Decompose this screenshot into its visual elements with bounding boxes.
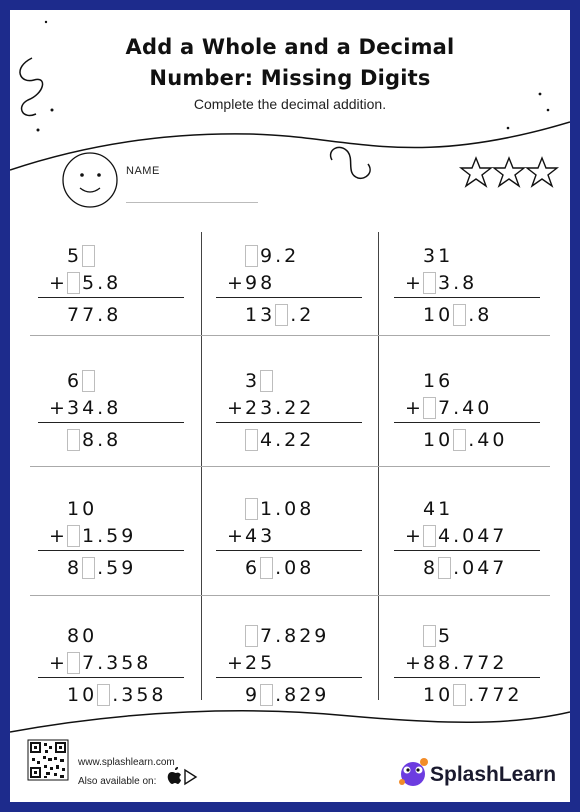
digits: 5 [438,625,454,647]
first-addend [423,367,453,395]
sum [423,426,507,454]
splashlearn-logo-icon [399,758,428,786]
missing-digit-box[interactable] [82,245,95,267]
missing-digit-box[interactable] [453,684,466,706]
apple-icon [168,767,181,784]
addition-problem [394,367,570,457]
sum [67,681,167,709]
digits: .08 [275,557,315,579]
swirl-decoration [331,147,371,178]
missing-digit-box[interactable] [423,525,436,547]
digits: .829 [275,684,330,706]
brand-name: SplashLearn [430,763,557,786]
addition-problem [38,242,214,332]
addition-problem [216,367,392,457]
sum-line [394,422,540,423]
missing-digit-box[interactable] [97,684,110,706]
digits: 5.8 [82,272,122,294]
plus-sign: + [405,397,421,419]
grid-divider-horizontal [30,466,550,467]
plus-sign: + [227,272,243,294]
missing-digit-box[interactable] [438,557,451,579]
second-addend [227,649,275,677]
sum-line [38,677,184,678]
plus-sign: + [405,652,421,674]
plus-sign: + [227,397,243,419]
grid-divider-horizontal [30,335,550,336]
plus-sign: + [227,652,243,674]
sum [245,554,314,582]
sum-line [216,297,362,298]
digits: .047 [453,557,508,579]
missing-digit-box[interactable] [260,684,273,706]
sum [245,301,314,329]
first-addend [423,242,453,270]
digits: 77.8 [67,304,122,326]
sum-line [38,297,184,298]
digits: 13 [245,304,276,326]
addition-problem [38,622,214,712]
plus-sign: + [227,525,243,547]
addition-problem [216,242,392,332]
first-addend [423,622,453,650]
digits: 98 [245,272,276,294]
grid-divider-horizontal [30,595,550,596]
first-addend [67,622,97,650]
second-addend [227,522,275,550]
footer-available-on: Also available on: [78,776,157,787]
page-title-line2: Number: Missing Digits [149,66,431,90]
missing-digit-box[interactable] [67,272,80,294]
missing-digit-box[interactable] [453,429,466,451]
missing-digit-box[interactable] [423,625,436,647]
digits: 4.047 [438,525,508,547]
digits: 10 [423,684,454,706]
footer-wave [10,711,570,732]
sum [423,301,492,329]
first-addend [67,495,97,523]
missing-digit-box[interactable] [245,498,258,520]
digits: .772 [468,684,523,706]
missing-digit-box[interactable] [82,370,95,392]
addition-problem [394,495,570,585]
second-addend [405,269,477,297]
digits: 80 [67,625,98,647]
second-addend [49,522,136,550]
digits: 23.22 [245,397,315,419]
digits: .40 [468,429,508,451]
second-addend [405,522,507,550]
missing-digit-box[interactable] [82,557,95,579]
plus-sign: + [49,272,65,294]
plus-sign: + [49,525,65,547]
sum-line [394,297,540,298]
digits: .59 [97,557,137,579]
name-label: NAME [126,165,160,177]
sum [245,681,329,709]
first-addend [245,495,314,523]
missing-digit-box[interactable] [453,304,466,326]
digits: 8.8 [82,429,122,451]
digits: 31 [423,245,454,267]
page-subtitle: Complete the decimal addition. [193,96,387,112]
digits: 6 [67,370,83,392]
missing-digit-box[interactable] [245,625,258,647]
digits: 25 [245,652,276,674]
addition-problem [394,622,570,712]
digits: 10 [423,429,454,451]
digits: 3 [245,370,261,392]
digits: 10 [67,684,98,706]
missing-digit-box[interactable] [245,245,258,267]
second-addend [49,649,151,677]
name-field[interactable] [126,202,258,203]
digits: 4.22 [260,429,315,451]
addition-problem [216,622,392,712]
sum-line [38,550,184,551]
smiley-face-icon [63,153,117,207]
play-store-icon [185,770,196,784]
digits: 6 [245,557,261,579]
digits: .8 [468,304,493,326]
second-addend [49,269,121,297]
star-dot [539,93,542,96]
star-dot [45,21,47,23]
first-addend [67,367,97,395]
digits: 43 [245,525,276,547]
sum-line [38,422,184,423]
page-title-line1: Add a Whole and a Decimal [125,35,455,59]
addition-problem [216,495,392,585]
digits: 41 [423,498,454,520]
digits: 34.8 [67,397,122,419]
addition-problem [394,242,570,332]
second-addend [49,394,121,422]
digits: 9.2 [260,245,300,267]
second-addend [227,269,275,297]
missing-digit-box[interactable] [423,397,436,419]
digits: 8 [67,557,83,579]
missing-digit-box[interactable] [275,304,288,326]
digits: 10 [67,498,98,520]
addition-problem [38,495,214,585]
sum-line [394,550,540,551]
digits: .2 [290,304,315,326]
first-addend [245,367,275,395]
plus-sign: + [405,525,421,547]
second-addend [405,649,507,677]
digits: .358 [112,684,167,706]
digits: 7.40 [438,397,493,419]
sum [423,681,523,709]
star-dot [37,129,40,132]
footer-website: www.splashlearn.com [78,757,175,768]
missing-digit-box[interactable] [67,429,80,451]
second-addend [405,394,492,422]
digits: 3.8 [438,272,478,294]
star-dot [507,127,510,130]
digits: 16 [423,370,454,392]
addition-problem [38,367,214,457]
digits: 1.08 [260,498,315,520]
digits: 88.772 [423,652,508,674]
digits: 5 [67,245,83,267]
missing-digit-box[interactable] [423,272,436,294]
second-addend [227,394,314,422]
plus-sign: + [49,397,65,419]
plus-sign: + [49,652,65,674]
digits: 7.358 [82,652,152,674]
sum [245,426,314,454]
digits: 9 [245,684,261,706]
digits: 8 [423,557,439,579]
sum [423,554,507,582]
sum-line [216,677,362,678]
first-addend [245,622,329,650]
worksheet-page [10,10,570,802]
first-addend [67,242,97,270]
digits: 1.59 [82,525,137,547]
plus-sign: + [405,272,421,294]
sum-line [216,422,362,423]
missing-digit-box[interactable] [67,652,80,674]
sum-line [394,677,540,678]
sum [67,301,121,329]
header-wave [10,122,570,170]
first-addend [245,242,299,270]
sum-line [216,550,362,551]
missing-digit-box[interactable] [260,557,273,579]
qr-code [28,740,68,780]
missing-digit-box[interactable] [67,525,80,547]
digits: 10 [423,304,454,326]
sum [67,554,136,582]
stars-icon [461,158,557,186]
missing-digit-box[interactable] [245,429,258,451]
digits: 7.829 [260,625,330,647]
sum [67,426,121,454]
missing-digit-box[interactable] [260,370,273,392]
first-addend [423,495,453,523]
